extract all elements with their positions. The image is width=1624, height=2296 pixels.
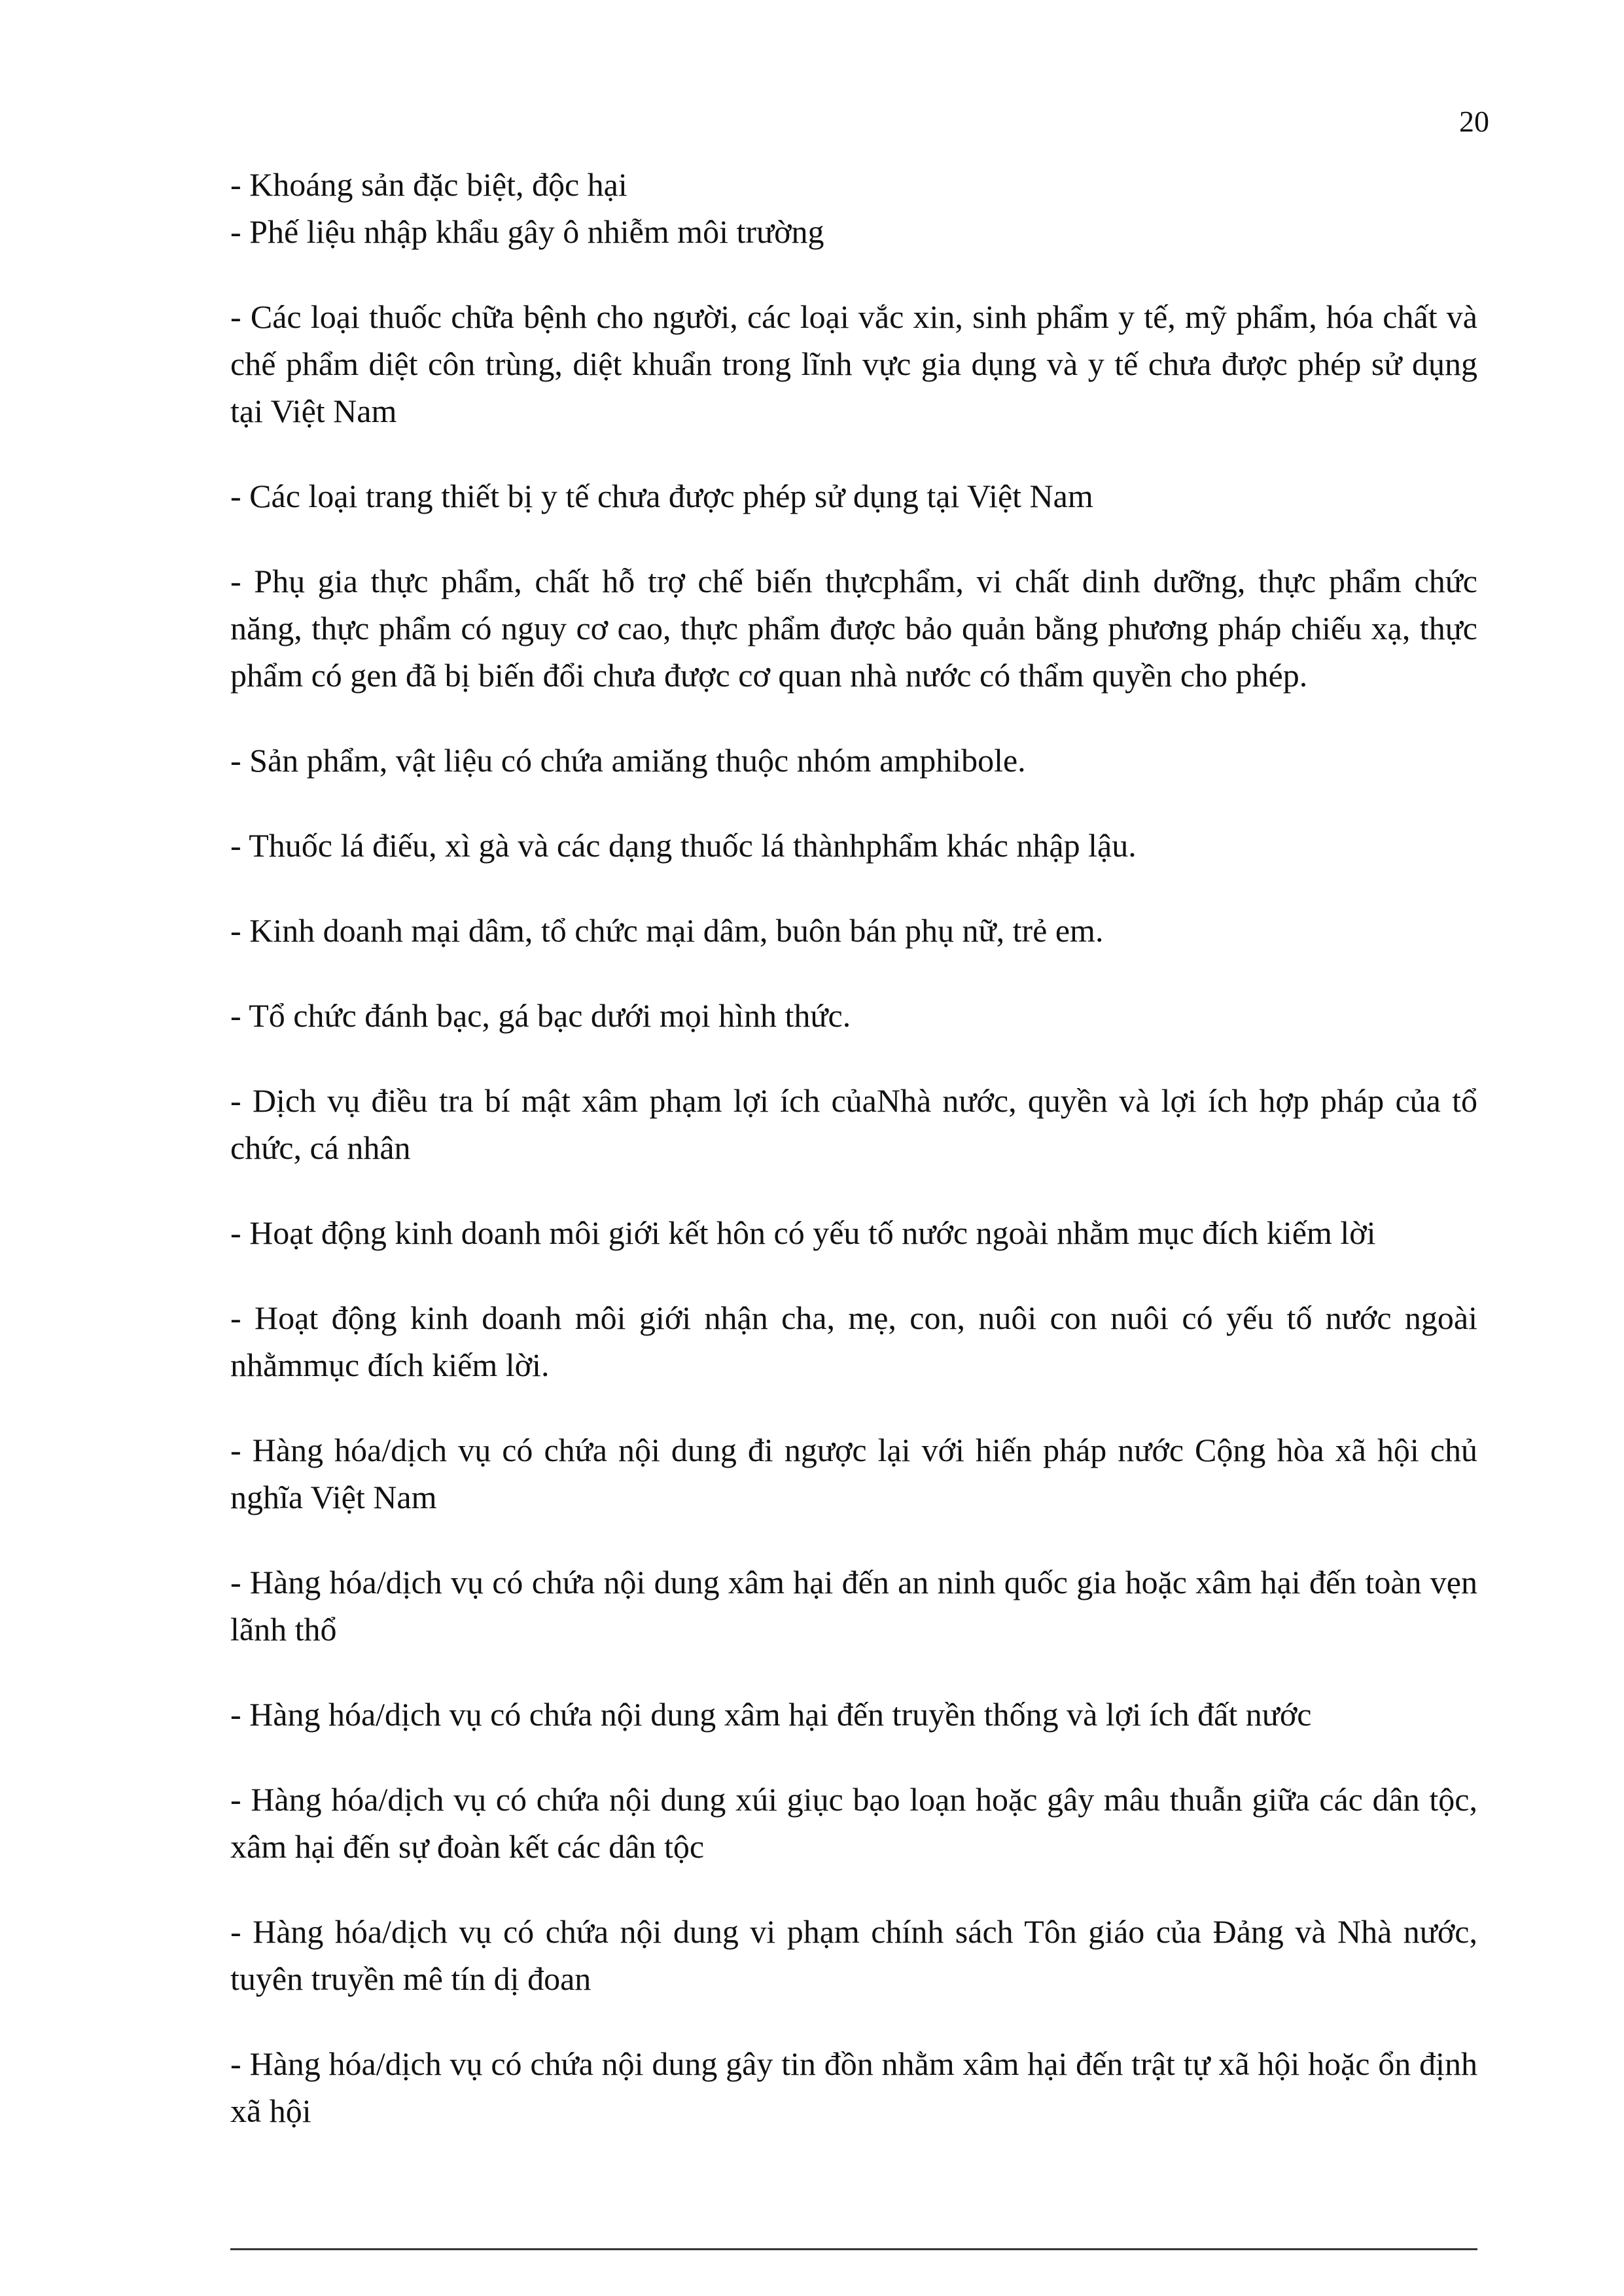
- page-number: 20: [1459, 105, 1489, 138]
- footer-divider: [230, 2248, 1477, 2250]
- list-item: - Khoáng sản đặc biệt, độc hại: [230, 166, 627, 203]
- list-item: - Hoạt động kinh doanh môi giới kết hôn có yếu tố nước ngoài nhằm mục đích kiếm lời: [230, 1214, 1376, 1251]
- list-item: - Các loại thuốc chữa bệnh cho người, các loại vắc xin, sinh phẩm y tế, mỹ phẩm, hóa chất và chế phẩm diệt côn trùng, diệt khuẩn trong lĩnh vực gia dụng và y tế chưa được phép sử dụng tại Việt Nam: [230, 298, 1477, 429]
- list-item: - Hàng hóa/dịch vụ có chứa nội dung xâm hại đến truyền thống và lợi ích đất nước: [230, 1696, 1312, 1733]
- list-item: - Hàng hóa/dịch vụ có chứa nội dung xúi giục bạo loạn hoặc gây mâu thuẫn giữa các dân tộc, xâm hại đến sự đoàn kết các dân tộc: [230, 1781, 1477, 1865]
- list-item: - Kinh doanh mại dâm, tổ chức mại dâm, buôn bán phụ nữ, trẻ em.: [230, 912, 1104, 949]
- list-item: - Hàng hóa/dịch vụ có chứa nội dung xâm hại đến an ninh quốc gia hoặc xâm hại đến toàn vẹn lãnh thổ: [230, 1564, 1477, 1648]
- prohibited-items-list: [230, 161, 1477, 2134]
- list-item: - Hàng hóa/dịch vụ có chứa nội dung gây tin đồn nhằm xâm hại đến trật tự xã hội hoặc ổn định xã hội: [230, 2045, 1477, 2129]
- list-item: - Thuốc lá điếu, xì gà và các dạng thuốc lá thànhphẩm khác nhập lậu.: [230, 827, 1137, 864]
- list-item: - Hoạt động kinh doanh môi giới nhận cha, mẹ, con, nuôi con nuôi có yếu tố nước ngoài nhằmmục đích kiếm lời.: [230, 1299, 1477, 1383]
- list-item: - Phụ gia thực phẩm, chất hỗ trợ chế biến thựcphẩm, vi chất dinh dưỡng, thực phẩm chức năng, thực phẩm có nguy cơ cao, thực phẩm được bảo quản bằng phương pháp chiếu xạ, thực phẩm có gen đã bị biến đổi chưa được cơ quan nhà nước có thẩm quyền cho phép.: [230, 563, 1477, 694]
- list-item: - Dịch vụ điều tra bí mật xâm phạm lợi ích củaNhà nước, quyền và lợi ích hợp pháp của tổ chức, cá nhân: [230, 1082, 1477, 1166]
- list-item: - Tổ chức đánh bạc, gá bạc dưới mọi hình thức.: [230, 997, 851, 1034]
- list-item: - Sản phẩm, vật liệu có chứa amiăng thuộc nhóm amphibole.: [230, 742, 1026, 779]
- list-item: - Các loại trang thiết bị y tế chưa được phép sử dụng tại Việt Nam: [230, 478, 1093, 514]
- list-item: - Phế liệu nhập khẩu gây ô nhiễm môi trường: [230, 213, 824, 250]
- list-item: - Hàng hóa/dịch vụ có chứa nội dung đi ngược lại với hiến pháp nước Cộng hòa xã hội chủ nghĩa Việt Nam: [230, 1432, 1477, 1515]
- list-item: - Hàng hóa/dịch vụ có chứa nội dung vi phạm chính sách Tôn giáo của Đảng và Nhà nước, tuyên truyền mê tín dị đoan: [230, 1913, 1477, 1997]
